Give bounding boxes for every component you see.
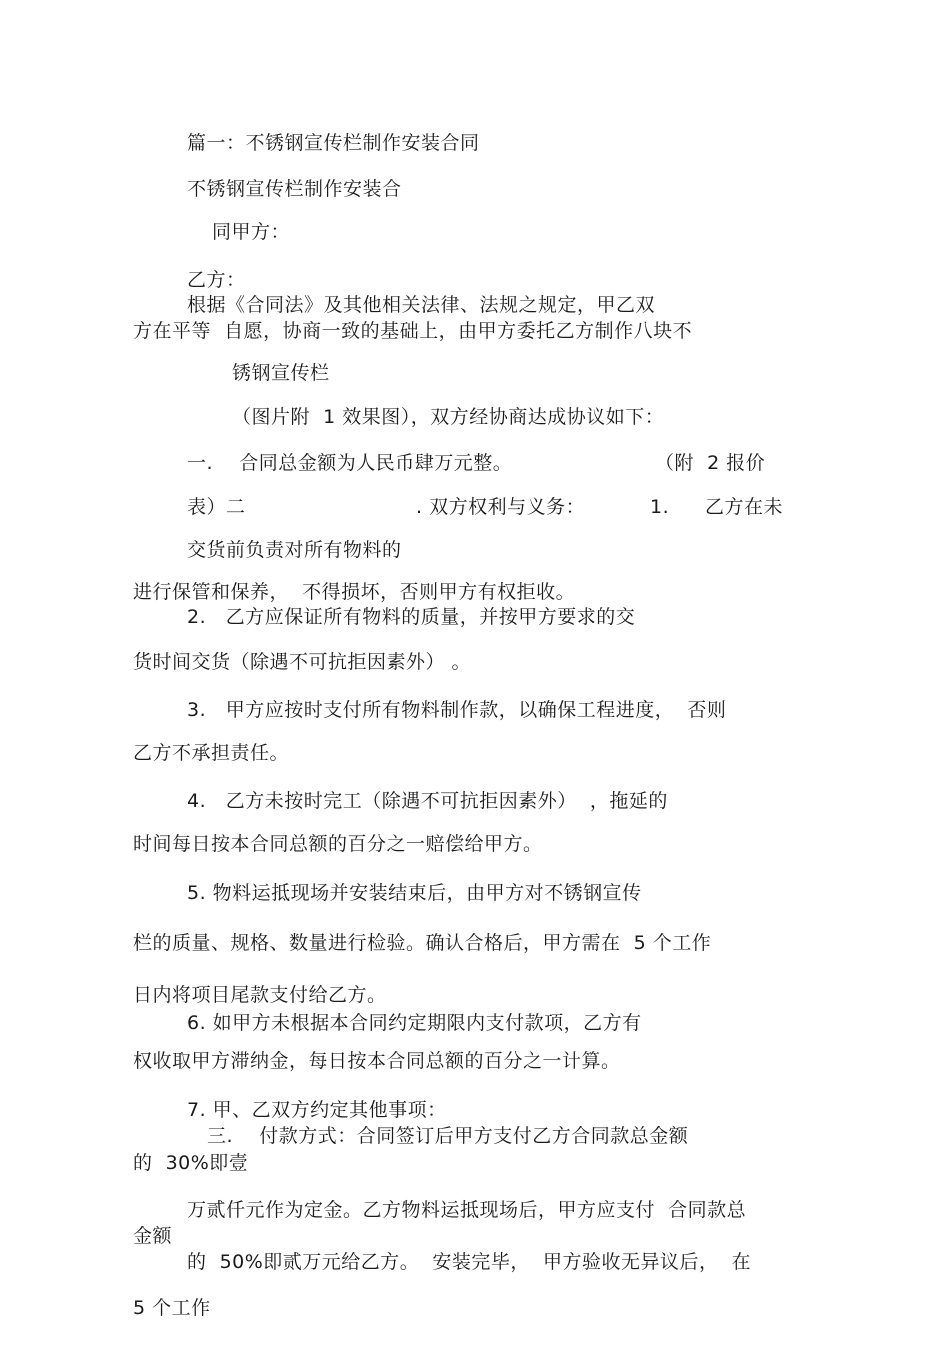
document-title: 篇一：不锈钢宣传栏制作安装合同: [187, 132, 480, 154]
paragraph-line: 日内将项目尾款支付给乙方。: [133, 984, 387, 1006]
item-4: 4. 乙方未按时完工（除遇不可抗拒因素外） ，拖延的: [187, 790, 668, 812]
paragraph-line: （图片附 1 效果图），双方经协商达成协议如下：: [232, 406, 665, 428]
clause-three: 三. 付款方式：合同签订后甲方支付乙方合同款总金额: [207, 1125, 689, 1147]
party-b-line: 乙方：: [187, 269, 246, 291]
item-6: 6. 如甲方未根据本合同约定期限内支付款项，乙方有: [187, 1012, 642, 1034]
clause-one: 一. 合同总金额为人民币肆万元整。: [187, 452, 513, 474]
paragraph-line: 金额: [133, 1225, 173, 1247]
paragraph-line: 权收取甲方滞纳金，每日按本合同总额的百分之一计算。: [133, 1050, 621, 1072]
paragraph-line: 万贰仟元作为定金。乙方物料运抵现场后，甲方应支付 合同款总: [187, 1199, 747, 1221]
item-5: 5. 物料运抵现场并安装结束后，由甲方对不锈钢宣传: [187, 882, 642, 904]
paragraph-line: 的 50%即贰万元给乙方。 安装完毕， 甲方验收无异议后， 在: [187, 1251, 752, 1273]
item-3: 3. 甲方应按时支付所有物料制作款，以确保工程进度， 否则: [187, 699, 727, 721]
clause-two-heading: . 双方权利与义务：: [416, 496, 586, 518]
paragraph-line: 根据《合同法》及其他相关法律、法规之规定，甲乙双: [187, 294, 656, 316]
item-7: 7. 甲、乙双方约定其他事项：: [187, 1099, 447, 1121]
paragraph-line: 锈钢宣传栏: [232, 362, 330, 384]
clause-one-note: （附 2 报价: [655, 452, 766, 474]
clause-two-prefix: 表）二: [187, 496, 246, 518]
item-text: 乙方在未: [705, 496, 784, 518]
paragraph-line: 栏的质量、规格、数量进行检验。确认合格后，甲方需在 5 个工作: [133, 932, 712, 954]
paragraph-line: 时间每日按本合同总额的百分之一赔偿给甲方。: [133, 833, 543, 855]
paragraph-line: 乙方不承担责任。: [133, 742, 290, 764]
paragraph-line: 进行保管和保养， 不得损坏，否则甲方有权拒收。: [133, 581, 576, 603]
item-2: 2. 乙方应保证所有物料的质量，并按甲方要求的交: [187, 606, 636, 628]
paragraph-line: 方在平等 自愿，协商一致的基础上，由甲方委托乙方制作八块不: [133, 320, 693, 342]
paragraph-line: 的 30%即壹: [133, 1152, 249, 1174]
contract-name-line: 不锈钢宣传栏制作安装合: [187, 178, 402, 200]
paragraph-line: 5 个工作: [133, 1297, 211, 1319]
party-a-line: 同甲方：: [212, 221, 291, 243]
item-number: 1.: [650, 496, 670, 518]
paragraph-line: 交货前负责对所有物料的: [187, 539, 402, 561]
paragraph-line: 货时间交货（除遇不可抗拒因素外） 。: [133, 651, 472, 673]
